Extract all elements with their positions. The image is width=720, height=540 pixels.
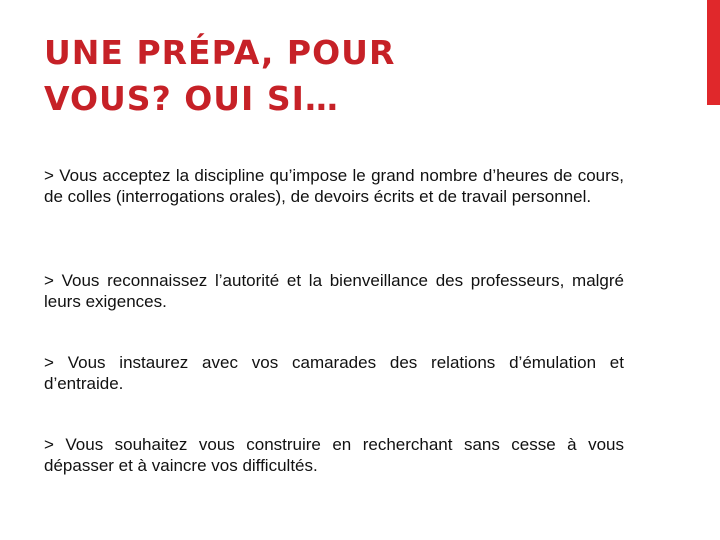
- slide-title: [44, 30, 644, 122]
- bullet-authority: > Vous reconnaissez l’autorité et la bienveillance des professeurs, malgré leurs exigences.: [44, 271, 624, 311]
- accent-bar: [707, 0, 720, 105]
- slide-title-line2: VOUS? OUI SI…: [44, 79, 339, 118]
- bullet-self-improvement: > Vous souhaitez vous construire en recherchant sans cesse à vous dépasser et à vaincre vos difficultés.: [44, 435, 624, 475]
- slide-title-line1: UNE PRÉPA, POUR: [44, 33, 396, 72]
- bullet-discipline: > Vous acceptez la discipline qu’impose le grand nombre d’heures de cours, de colles (interrogations orales), de devoirs écrits et de travail personnel.: [44, 166, 624, 206]
- bullet-emulation: > Vous instaurez avec vos camarades des relations d’émulation et d’entraide.: [44, 353, 624, 393]
